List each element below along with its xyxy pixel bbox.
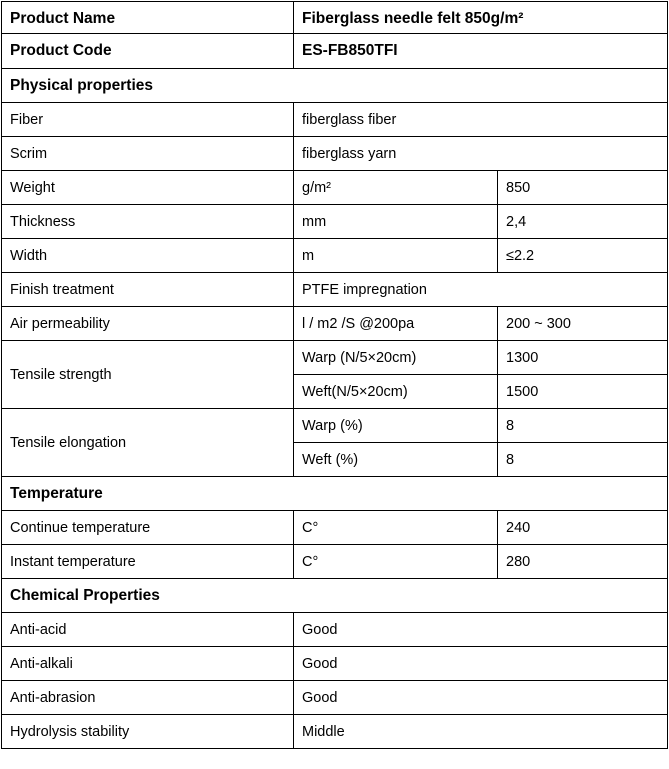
section-title-temperature: Temperature: [2, 477, 668, 511]
section-row-temperature: [2, 477, 668, 511]
row-unit: Warp (%): [294, 409, 498, 443]
table-row-anti-alkali: [2, 647, 668, 681]
table-row-tensile-elongation-warp: [2, 409, 668, 443]
row-value: 1300: [498, 341, 668, 375]
row-label: Width: [2, 239, 294, 273]
spec-table: [1, 1, 668, 749]
row-unit: mm: [294, 205, 498, 239]
product-name-row: [2, 2, 668, 34]
section-title-physical: Physical properties: [2, 69, 668, 103]
row-unit: m: [294, 239, 498, 273]
table-row-air-permeability: [2, 307, 668, 341]
row-value: 1500: [498, 375, 668, 409]
table-row-instant-temperature: [2, 545, 668, 579]
row-label: Anti-abrasion: [2, 681, 294, 715]
row-label: Tensile elongation: [2, 409, 294, 477]
table-row-fiber: [2, 103, 668, 137]
row-label: Instant temperature: [2, 545, 294, 579]
row-unit: C°: [294, 511, 498, 545]
table-row-continue-temperature: [2, 511, 668, 545]
row-label: Tensile strength: [2, 341, 294, 409]
row-value: 850: [498, 171, 668, 205]
row-value: 8: [498, 409, 668, 443]
product-code-label: Product Code: [2, 34, 294, 69]
row-label: Continue temperature: [2, 511, 294, 545]
product-code-value: ES-FB850TFI: [294, 34, 668, 69]
row-value: Good: [294, 613, 668, 647]
row-label: Fiber: [2, 103, 294, 137]
product-code-row: [2, 34, 668, 69]
row-label: Air permeability: [2, 307, 294, 341]
row-value: fiberglass fiber: [294, 103, 668, 137]
table-row-width: [2, 239, 668, 273]
table-row-tensile-strength-warp: [2, 341, 668, 375]
table-row-thickness: [2, 205, 668, 239]
row-label: Scrim: [2, 137, 294, 171]
row-label: Weight: [2, 171, 294, 205]
table-row-hydrolysis-stability: [2, 715, 668, 749]
row-value: ≤2.2: [498, 239, 668, 273]
row-unit: C°: [294, 545, 498, 579]
row-unit: l / m2 /S @200pa: [294, 307, 498, 341]
row-value: Good: [294, 681, 668, 715]
table-row-scrim: [2, 137, 668, 171]
section-title-chemical: Chemical Properties: [2, 579, 668, 613]
section-row-physical: [2, 69, 668, 103]
row-value: 240: [498, 511, 668, 545]
row-value: Middle: [294, 715, 668, 749]
row-unit: Weft (%): [294, 443, 498, 477]
product-name-value: Fiberglass needle felt 850g/m²: [294, 2, 668, 34]
row-unit: Weft(N/5×20cm): [294, 375, 498, 409]
row-value: Good: [294, 647, 668, 681]
row-unit: g/m²: [294, 171, 498, 205]
row-label: Anti-acid: [2, 613, 294, 647]
row-value: 8: [498, 443, 668, 477]
table-row-anti-abrasion: [2, 681, 668, 715]
row-label: Hydrolysis stability: [2, 715, 294, 749]
row-value: fiberglass yarn: [294, 137, 668, 171]
table-row-finish: [2, 273, 668, 307]
row-label: Thickness: [2, 205, 294, 239]
row-value: PTFE impregnation: [294, 273, 668, 307]
table-row-anti-acid: [2, 613, 668, 647]
section-row-chemical: [2, 579, 668, 613]
row-value: 2,4: [498, 205, 668, 239]
row-value: 200 ~ 300: [498, 307, 668, 341]
row-label: Finish treatment: [2, 273, 294, 307]
row-unit: Warp (N/5×20cm): [294, 341, 498, 375]
row-label: Anti-alkali: [2, 647, 294, 681]
product-name-label: Product Name: [2, 2, 294, 34]
table-row-weight: [2, 171, 668, 205]
row-value: 280: [498, 545, 668, 579]
